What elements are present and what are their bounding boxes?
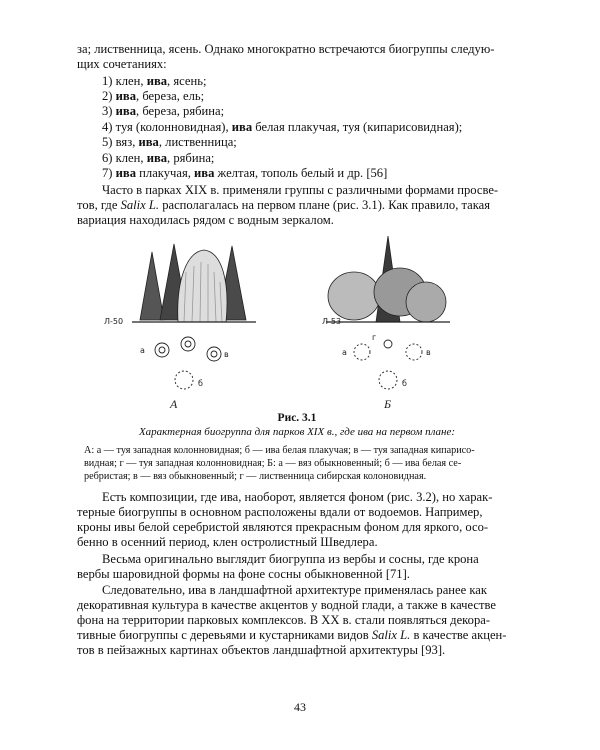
tree-group-b xyxy=(326,236,450,322)
tree-group-a xyxy=(132,244,256,322)
paragraph-5-line-4: тивные биогруппы с деревьями и кустарниками видов Salix L. в качестве акцен- xyxy=(77,628,507,642)
figure-3-1-illustration xyxy=(100,232,500,410)
plan-mark-a-right: а xyxy=(342,348,347,357)
figure-label-b: Б xyxy=(384,397,392,410)
list-item: 2) ива, береза, ель; xyxy=(102,89,205,103)
paragraph-2-line-2: тов, где Salix L. располагалась на первом плане (рис. 3.1). Как правило, такая xyxy=(77,198,491,212)
plan-mark-g-right: г xyxy=(372,333,377,342)
figure-legend xyxy=(84,444,516,484)
paragraph-3-line-2: терные биогруппы в основном расположены вдали от водоемов. Например, xyxy=(77,505,483,519)
plan-symbols-b xyxy=(354,340,422,389)
plan-mark-a: а xyxy=(140,346,145,355)
list-item: 7) ива плакучая, ива желтая, тополь белый и др. [56] xyxy=(102,166,388,180)
list-item: 1) клен, ива, ясень; xyxy=(102,74,207,88)
paragraph-5-line-5: тов в пейзажных картинах объектов ландшафтной архитектуры [93]. xyxy=(77,643,446,657)
paragraph-3-line-3: кроны ивы белой серебристой являются прекрасным фоном для яркого, осо- xyxy=(77,520,489,534)
plan-mark-b: б xyxy=(198,379,203,388)
elm-crown-icon xyxy=(328,272,380,320)
legend-line: А: а — туя западная колонновидная; б — ива белая плакучая; в — туя западная кипарисо- xyxy=(84,445,475,456)
plan-symbols-a xyxy=(155,337,221,389)
paragraph-1-line-2: щих сочетаниях: xyxy=(77,57,167,71)
figure-subtitle: Характерная биогруппа для парков XIX в., где ива на первом плане: xyxy=(138,426,456,438)
plan-mark-b-right: б xyxy=(402,379,407,388)
elm-crown-icon xyxy=(406,282,446,322)
paragraph-3-line-1: Есть композиции, где ива, наоборот, является фоном (рис. 3.2), но харак- xyxy=(102,490,493,504)
paragraph-4-line-2: вербы шаровидной формы на фоне сосны обыкновенной [71]. xyxy=(77,567,410,581)
paragraph-4-line-1: Весьма оригинально выглядит биогруппа из вербы и сосны, где крона xyxy=(102,552,479,566)
paragraph-2-line-1: Часто в парках XIX в. применяли группы с различными формами просве- xyxy=(102,183,499,197)
plan-mark-v: в xyxy=(224,350,229,359)
figure-title: Рис. 3.1 xyxy=(277,412,317,424)
paragraph-5-line-2: декоративная культура в качестве акцентов у водной глади, а также в качестве xyxy=(77,598,496,612)
figure-label-l50: Л-50 xyxy=(104,317,124,326)
paragraph-5-line-1: Следовательно, ива в ландшафтной архитектуре применялась ранее как xyxy=(102,583,488,597)
paragraph-1-line-1: за; лиственница, ясень. Однако многократно встречаются биогруппы следую- xyxy=(77,42,495,56)
legend-line: ребристая; в — вяз обыкновенный; г — лиственница сибирская колоновидная. xyxy=(84,471,427,483)
page-number: 43 xyxy=(294,700,306,714)
paragraph-3-line-4: бенно в осенний период, клен остролистный Шведлера. xyxy=(77,535,378,549)
paragraph-5-line-3: фона на территории парковых комплексов. В XX в. стали появляться декора- xyxy=(77,613,491,627)
list-item: 6) клен, ива, рябина; xyxy=(102,151,215,165)
list-item: 5) вяз, ива, лиственница; xyxy=(102,135,237,149)
paragraph-2-line-3: вариация находилась рядом с водным зеркалом. xyxy=(77,213,334,227)
figure-label-l53: Л-53 xyxy=(322,317,342,326)
figure-label-a: А xyxy=(170,397,178,410)
legend-line: видная; г — туя западная колонновидная; Б: а — вяз обыкновенный; б — ива белая се- xyxy=(84,458,462,470)
plan-mark-v-right: в xyxy=(426,348,431,357)
conifer-icon xyxy=(140,252,164,320)
list-item: 3) ива, береза, рябина; xyxy=(102,104,225,118)
list-item: 4) туя (колонновидная), ива белая плакучая, туя (кипарисовидная); xyxy=(102,120,463,134)
